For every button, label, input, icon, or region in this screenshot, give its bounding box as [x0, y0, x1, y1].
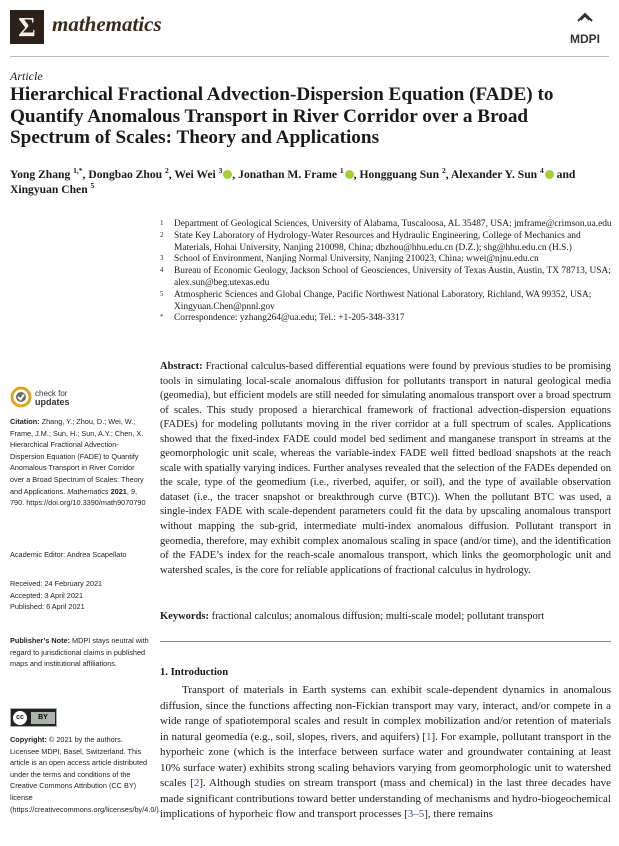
author — [451, 168, 554, 181]
check-updates-text — [35, 389, 70, 407]
citation-volume: 9 — [130, 486, 135, 496]
citation-journal: Mathematics — [67, 486, 109, 496]
author-name: Dongbao Zhou — [88, 168, 166, 181]
reference-link-3[interactable]: 3–5 — [407, 808, 425, 820]
publisher-note — [10, 635, 150, 670]
published-date: Published: 6 April 2021 — [10, 602, 85, 612]
affiliation-text: Atmospheric Sciences and Global Change, Pacific Northwest National Laboratory, Richland, WA 99352, USA; Xingyuan.Chen@pnnl.gov — [174, 289, 592, 312]
reference-link-1[interactable]: 1 — [425, 730, 432, 743]
publisher-note-text: MDPI stays neutral with regard to jurisdictional claims in published maps and institutional affiliations. — [10, 636, 149, 669]
cc-by-license-icon[interactable] — [10, 708, 57, 727]
cc-icon: cc — [13, 711, 27, 725]
affiliation-text: State Key Laboratory of Hydrology-Water Resources and Hydraulic Engineering, College of Mechanics and Materials, Hohai University, Nanjing 210098, China; dbzhou@hhu.edu.cn (D.Z.); shg@hhu.edu.cn (H.S.) — [174, 230, 581, 253]
intro-text-1: Transport of materials in Earth systems can exhibit scale-dependent dynamics in anomalous diffusion, since the functions affecting non-Fickian transport may vary, interact, and/or compete in a wide range of spatiotemporal scales and result in complex mobilization and/or retention of materials in natural geomedia (e.g., soil, slopes, rivers, and aquifers) [ — [160, 684, 611, 743]
affiliation-item — [160, 266, 612, 290]
abstract-text: Fractional calculus-based differential equations were found by previous studies to be promising tools in simulating local-scale anomalous diffusion for pollutants transport in natural geological media (geomedia), but efficient models are still needed for simulating anomalous transport over a broad spectrum of scales. This study proposed a hierarchical framework of fractional advection-dispersion equations (FADEs) for modeling pollutants moving in the river corridor at a full spectrum of scales. Applications showed that the fixed-index FADE could model bed sediment and manganese transport in streams at the geomorphologic unit scale, whereas the variable-index FADE well fitted bedload snapshots at the reach scale with spatially varying indices. Further analyses revealed that the selection of the FADEs depended on the scale, type of the geomedium (i.e., riverbed, aquifer, or soil), and the type of available observation dataset (i.e., the tracer snapshot or breakthrough curve (BTC)). When the pollutant BTC was used, a single-index FADE with scale-dependent parameters could fit the data by upscaling anomalous transport without mapping the sub-grid, intermediate multi-index anomalous diffusion. Pollutant transport in geomedia, therefore, may exhibit complex anomalous scaling in space (and/or time), and the identification of the FADE’s index for the reach-scale anomalous transport, which links the geomorphologic unit and watershed scales, is the core for reliable applications of fractional calculus in hydrology. — [160, 361, 612, 576]
affiliation-number: 5 — [160, 289, 164, 298]
copyright-text: © 2021 by the authors. Licensee MDPI, Basel, Switzerland. This article is an open access article distributed under the terms and conditions of the Creative Commons Attribution (CC BY) license (https://creativecommons.org/licenses/by/4.0/). — [10, 735, 161, 814]
author — [238, 168, 354, 181]
author — [88, 168, 168, 181]
copyright-block — [10, 734, 161, 815]
academic-editor: Academic Editor: Andrea Scapellato — [10, 550, 127, 559]
author-name: Jonathan M. Frame — [238, 168, 340, 181]
reference-link-2[interactable]: 2 — [193, 777, 200, 789]
affiliation-text: Correspondence: yzhang264@ua.edu; Tel.: +1-205-348-3317 — [174, 313, 405, 324]
author-list: Yong Zhang $^{1,*}$, Dongbao Zhou $^2$, Wei Wei $^3$ , Jonathan M. Frame $^1$ , Hongguang Sun $^2$, Alexander Y. Sun $^4$ and Xingyuan Chen $^5$ — [10, 166, 576, 196]
author-name: Wei Wei — [174, 168, 219, 181]
keywords-text: fractional calculus; anomalous diffusion; multi-scale model; pollutant transport — [211, 611, 545, 622]
author-name: Yong Zhang — [10, 168, 74, 181]
journal-name: mathematics — [52, 12, 162, 36]
orcid-icon[interactable] — [345, 170, 354, 179]
intro-text-4: ], there remains — [424, 808, 493, 820]
citation-label: Citation: — [10, 417, 40, 426]
keywords-label: Keywords: — [160, 611, 209, 622]
orcid-icon[interactable] — [545, 170, 554, 179]
affiliation-item — [160, 290, 612, 314]
affiliation-number: 2 — [160, 230, 164, 239]
author — [10, 183, 94, 196]
affiliation-text: School of Environment, Nanjing Normal University, Nanjing 210023, China; wwei@njnu.edu.cn — [174, 254, 539, 265]
author-affiliation-mark: 1,* — [73, 166, 83, 176]
author-name: Xingyuan Chen — [10, 183, 91, 196]
affiliation-number: * — [160, 313, 164, 322]
author-affiliation-mark: 3 — [218, 166, 223, 176]
journal-logo: Σ — [10, 10, 44, 44]
author — [174, 168, 232, 181]
publisher-note-label: Publisher’s Note: — [10, 636, 71, 645]
abstract — [160, 360, 611, 578]
affiliation-item — [160, 254, 612, 266]
author-affiliation-mark: 4 — [540, 166, 544, 176]
author-name: Alexander Y. Sun — [450, 168, 541, 181]
affiliation-item — [160, 219, 612, 231]
author-name: Hongguang Sun — [359, 168, 442, 181]
check-updates-icon — [10, 386, 32, 408]
publisher-logo — [562, 12, 608, 46]
citation-text: Zhang, Y.; Zhou, D.; Wei, W.; Frame, J.M.; Sun, H.; Sun, A.Y.; Chen, X. Hierarchical Fractional Advection-Dispersion Equation (FADE) to Quantify Anomalous Transport in River Corridor over a Broad Spectrum of Scales: Theory and Applications. — [10, 417, 144, 496]
author-affiliation-mark: 5 — [90, 181, 95, 191]
publisher-house-icon — [576, 12, 594, 30]
received-date: Received: 24 February 2021 — [10, 579, 103, 588]
by-icon: BY — [31, 712, 55, 724]
abstract-label: Abstract: — [160, 361, 203, 372]
introduction-paragraph — [160, 683, 611, 823]
intro-text-3: ]. Although studies on stream transport (mass and chemical) in the last three decades have made significant contributions toward better understanding of mechanisms and hydro-biogeochemical implications of hyporheic flow and transport processes [ — [160, 777, 611, 820]
author — [10, 168, 83, 181]
section-divider — [160, 641, 611, 642]
check-line2: updates — [35, 397, 70, 407]
check-for-updates-badge[interactable] — [10, 386, 80, 410]
article-title: Hierarchical Fractional Advection-Dispersion Equation (FADE) to Quantify Anomalous Transport in River Corridor over a Broad Spectrum of Scales: Theory and Applications — [10, 84, 554, 148]
orcid-icon[interactable] — [223, 170, 232, 179]
author-affiliation-mark: 2 — [441, 166, 446, 176]
copyright-label: Copyright: — [10, 735, 47, 744]
affiliation-number: 4 — [160, 266, 164, 275]
section-heading-introduction: 1. Introduction — [160, 667, 229, 678]
header-divider — [10, 56, 609, 57]
affiliation-number: 3 — [160, 254, 164, 263]
journal-header — [10, 10, 610, 48]
article-dates — [10, 578, 150, 613]
author-affiliation-mark: 2 — [165, 166, 169, 176]
citation-doi[interactable]: , 790. https://doi.org/10.3390/math9070790 — [10, 486, 146, 508]
affiliation-text: Bureau of Economic Geology, Jackson School of Geosciences, University of Texas Austin, Austin, TX 78713, USA; alex.sun@beg.utexas.edu — [174, 266, 611, 288]
affiliation-item — [160, 313, 612, 325]
author — [359, 168, 445, 181]
affiliation-text: Department of Geological Sciences, University of Alabama, Tuscaloosa, AL 35487, USA; jmframe@crimson.ua.edu — [174, 219, 612, 229]
intro-text-2: ]. For example, pollutant transport in the hyporheic zone (which is the interface between surface water and groundwater containing at least 10% surface water) exhibits strong scaling behaviors varying from geomorphologic unit to watershed scales [ — [160, 730, 612, 789]
accepted-date: Accepted: 3 April 2021 — [10, 590, 84, 600]
affiliations — [160, 219, 612, 325]
check-line1: check for — [35, 389, 68, 398]
keywords — [160, 610, 611, 624]
citation-year: 2021 — [110, 486, 127, 496]
article-type: Article — [10, 69, 43, 83]
affiliation-number: 1 — [160, 219, 164, 227]
citation-block: Citation: Zhang, Y.; Zhou, D.; Wei, W.; Frame, J.M.; Sun, H.; Sun, A.Y.; Chen, X. Hierarchical Fractional Advection-Dispersion Equation (FADE) to Quantify Anomalous Transport in River Corridor over a Broad Spectrum of Scales: Theory and Applications. Mathematics 2021, 9, 790. https://doi.org/10.3390/math9070790 — [10, 417, 146, 508]
affiliation-item — [160, 231, 612, 255]
author-affiliation-mark: 1 — [339, 166, 344, 176]
publisher-name: MDPI — [570, 32, 600, 46]
